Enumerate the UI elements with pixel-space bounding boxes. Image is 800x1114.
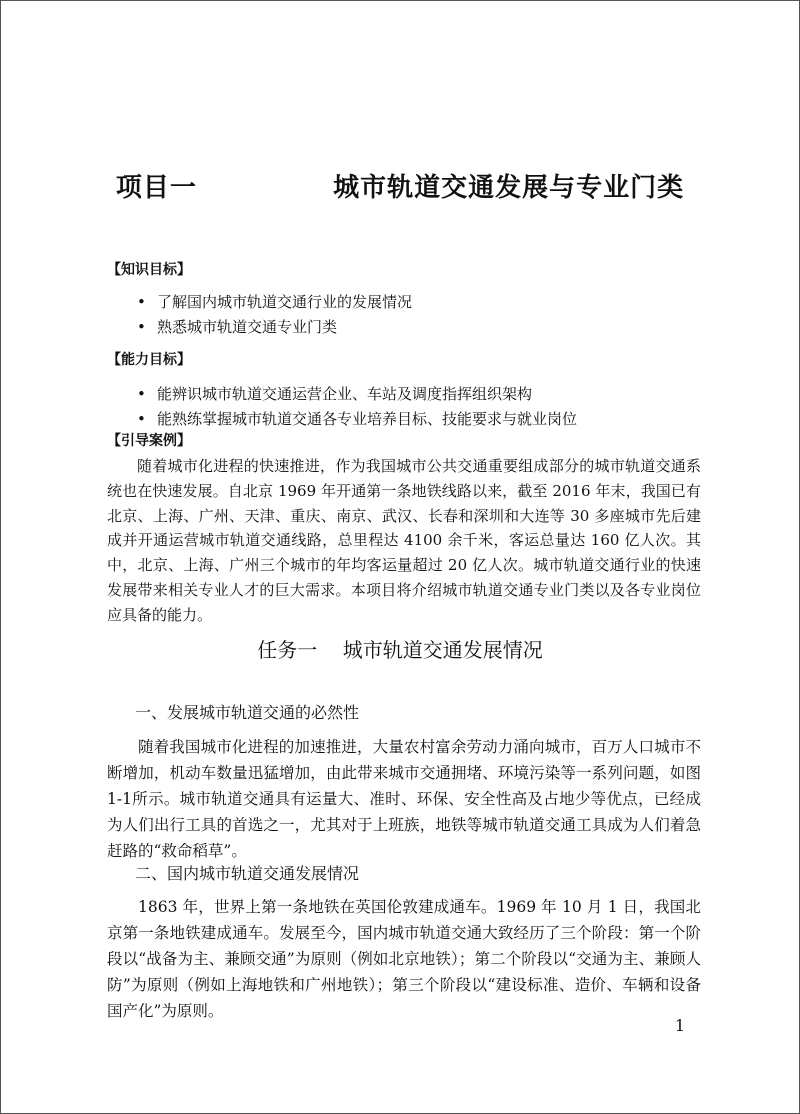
list-item-text: 能熟练掌握城市轨道交通各专业培养目标、技能要求与就业岗位 — [157, 410, 578, 428]
bullet-icon: • — [137, 318, 146, 336]
bullet-icon: • — [137, 385, 146, 403]
knowledge-goals-list — [137, 290, 412, 340]
knowledge-goals-label: 【知识目标】 — [107, 262, 191, 278]
list-item — [137, 382, 577, 407]
section-title-necessity: 一、发展城市轨道交通的必然性 — [135, 703, 360, 722]
list-item — [137, 315, 412, 340]
chapter-title: 项目一 城市轨道交通发展与专业门类 — [115, 173, 685, 203]
section-paragraph-necessity: 随着我国城市化进程的加速推进，大量农村富余劳动力涌向城市，百万人口城市不断增加，机动车数量迅猛增加，由此带来城市交通拥堵、环境污染等一系列问题，如图 1-1所示。城市轨道交通具有运量大、准时、环保、安全性高及占地少等优点，已经成为人们出行工具的首选之一，尤其对于上班族，地铁等城市轨道交通工具成为人们着急赶路的“救命稻草”。 — [107, 738, 701, 860]
task-title: 任务一 城市轨道交通发展情况 — [257, 638, 543, 662]
page-number: 1 — [674, 1016, 685, 1035]
ability-goals-label: 【能力目标】 — [107, 352, 191, 368]
guide-case-label: 【引导案例】 — [107, 433, 191, 449]
bullet-icon: • — [137, 410, 146, 428]
list-item — [137, 407, 577, 432]
section-paragraph-domestic-development: 1863 年，世界上第一条地铁在英国伦敦建成通车。1969 年 10 月 1 日，我国北京第一条地铁建成通车。发展至今，国内城市轨道交通大致经历了三个阶段：第一个阶段以“战备为主、兼顾交通”为原则（例如北京地铁）；第二个阶段以“交通为主、兼顾人防”为原则（例如上海地铁和广州地铁）；第三个阶段以“建设标准、造价、车辆和设备国产化”为原则。 — [107, 898, 701, 1020]
bullet-icon: • — [137, 293, 146, 311]
section-title-domestic-development: 二、国内城市轨道交通发展情况 — [135, 864, 360, 883]
guide-case-paragraph: 随着城市化进程的快速推进，作为我国城市公共交通重要组成部分的城市轨道交通系统也在快速发展。自北京 1969 年开通第一条地铁线路以来，截至 2016 年末，我国已有北京、上海、广州、天津、重庆、南京、武汉、长春和深圳和大连等 30 多座城市先后建成并开通运营城市轨道交通线路，总里程达 4100 余千米，客运总量达 160 亿人次。其中，北京、上海、广州三个城市的年均客运量超过 20 亿人次。城市轨道交通行业的快速发展带来相关专业人才的巨大需求。本项目将介绍城市轨道交通专业门类以及各专业岗位应具备的能力。 — [107, 457, 701, 624]
ability-goals-list — [137, 382, 577, 432]
list-item-text: 熟悉城市轨道交通专业门类 — [157, 318, 338, 336]
list-item-text: 了解国内城市轨道交通行业的发展情况 — [157, 293, 413, 311]
list-item — [137, 290, 412, 315]
list-item-text: 能辨识城市轨道交通运营企业、车站及调度指挥组织架构 — [157, 385, 533, 403]
